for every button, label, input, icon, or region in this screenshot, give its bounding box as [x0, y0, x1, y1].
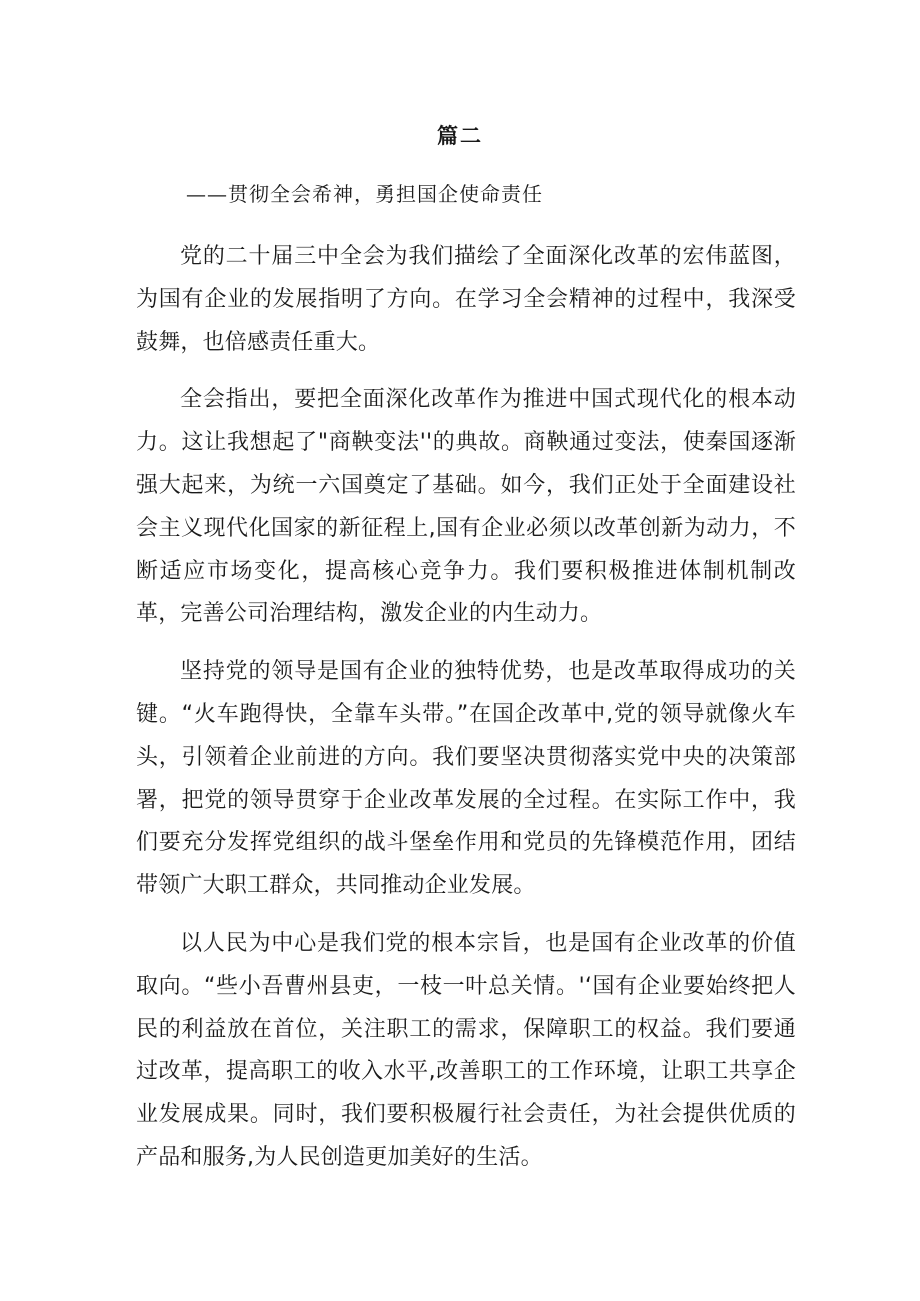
paragraph: 以人民为中心是我们党的根本宗旨，也是国有企业改革的价值取向。“些小吾曹州县吏，一枝一叶总关情。'‘国有企业要始终把人民的利益放在首位，关注职工的需求，保障职工的权益。我们要通过改革，提高职工的收入水平,改善职工的工作环境，让职工共享企业发展成果。同时，我们要积极履行社会责任，为社会提供优质的产品和服务,为人民创造更加美好的生活。 [136, 930, 796, 1170]
paragraph: 党的二十届三中全会为我们描绘了全面深化改革的宏伟蓝图，为国有企业的发展指明了方向。在学习全会精神的过程中，我深受鼓舞，也倍感责任重大。 [136, 244, 796, 355]
paragraph: 坚持党的领导是国有企业的独特优势，也是改革取得成功的关键。“火车跑得快，全靠车头带。”在国企改革中,党的领导就像火车头，引领着企业前进的方向。我们要坚决贯彻落实党中央的决策部署，把党的领导贯穿于企业改革发展的全过程。在实际工作中，我们要充分发挥党组织的战斗堡垒作用和党员的先锋模范作用，团结带领广大职工群众，共同推动企业发展。 [136, 659, 796, 899]
document-body [136, 236, 796, 1195]
document-subtitle: ——贯彻全会希神，勇担国企使命责任 [186, 182, 543, 206]
document-title: 篇二 [437, 123, 483, 148]
paragraph: 全会指出，要把全面深化改革作为推进中国式现代化的根本动力。这让我想起了"商鞅变法''的典故。商鞅通过变法，使秦国逐渐强大起来，为统一六国奠定了基础。如今，我们正处于全面建设社会主义现代化国家的新征程上,国有企业必须以改革创新为动力，不断适应市场变化，提高核心竞争力。我们要积极推进体制机制改革，完善公司治理结构，激发企业的内生动力。 [136, 387, 796, 627]
